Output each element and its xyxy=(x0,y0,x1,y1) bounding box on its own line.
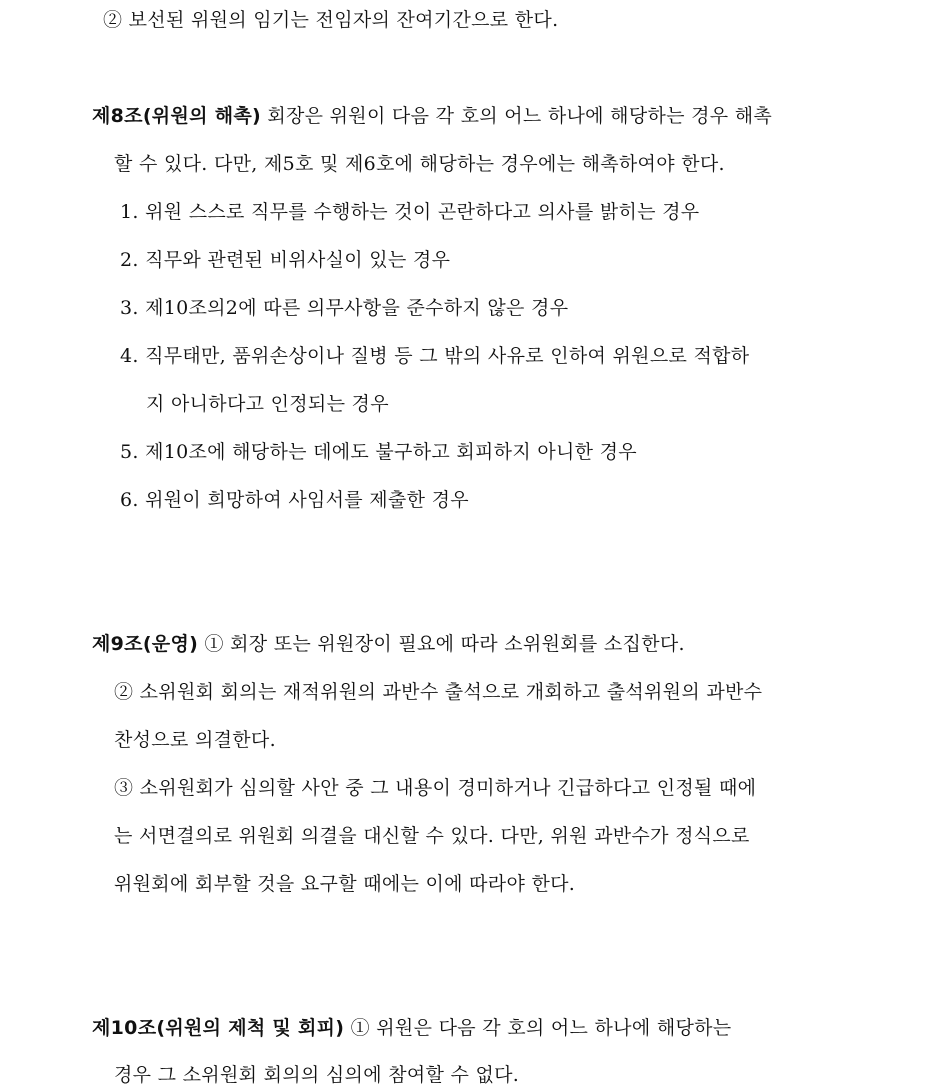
article8-heading: 제8조(위원의 해촉) xyxy=(92,105,261,127)
article8-item-4-continuation: 지 아니하다고 인정되는 경우 xyxy=(146,393,389,415)
article10-para1-line1: ① 위원은 다음 각 호의 어느 하나에 해당하는 xyxy=(350,1017,732,1039)
article9-para2-line1: ② 소위원회 회의는 재적위원의 과반수 출석으로 개회하고 출석위원의 과반수 xyxy=(114,681,763,703)
article8-item-3: 3. 제10조의2에 따른 의무사항을 준수하지 않은 경우 xyxy=(120,297,569,319)
article8-first-line xyxy=(92,104,772,128)
article8-intro-line2: 할 수 있다. 다만, 제5호 및 제6호에 해당하는 경우에는 해촉하여야 한다. xyxy=(114,153,725,175)
article8-item-6: 6. 위원이 희망하여 사임서를 제출한 경우 xyxy=(120,489,469,511)
article9-heading: 제9조(운영) xyxy=(92,633,199,655)
article10-heading: 제10조(위원의 제척 및 회피) xyxy=(92,1017,345,1039)
article10-para1-line2: 경우 그 소위원회 회의의 심의에 참여할 수 없다. xyxy=(114,1064,520,1086)
article8-item-4: 4. 직무태만, 품위손상이나 질병 등 그 밖의 사유로 인하여 위원으로 적합하 xyxy=(120,345,750,367)
article9-para1: ① 회장 또는 위원장이 필요에 따라 소위원회를 소집한다. xyxy=(204,633,685,655)
article7-para2: ② 보선된 위원의 임기는 전임자의 잔여기간으로 한다. xyxy=(103,9,559,31)
article8-item-5: 5. 제10조에 해당하는 데에도 불구하고 회피하지 아니한 경우 xyxy=(120,441,637,463)
article9-para3-line1: ③ 소위원회가 심의할 사안 중 그 내용이 경미하거나 긴급하다고 인정될 때에 xyxy=(114,777,757,799)
article8-intro-line1: 회장은 위원이 다음 각 호의 어느 하나에 해당하는 경우 해촉 xyxy=(267,105,773,127)
article10-first-line xyxy=(92,1016,731,1040)
article8-item-2: 2. 직무와 관련된 비위사실이 있는 경우 xyxy=(120,249,451,271)
article9-para3-line2: 는 서면결의로 위원회 의결을 대신할 수 있다. 다만, 위원 과반수가 정식으로 xyxy=(114,825,750,847)
article9-first-line xyxy=(92,632,685,656)
article9-para2-line2: 찬성으로 의결한다. xyxy=(114,729,276,751)
article9-para3-line3: 위원회에 회부할 것을 요구할 때에는 이에 따라야 한다. xyxy=(114,873,576,895)
article8-item-1: 1. 위원 스스로 직무를 수행하는 것이 곤란하다고 의사를 밝히는 경우 xyxy=(120,201,700,223)
